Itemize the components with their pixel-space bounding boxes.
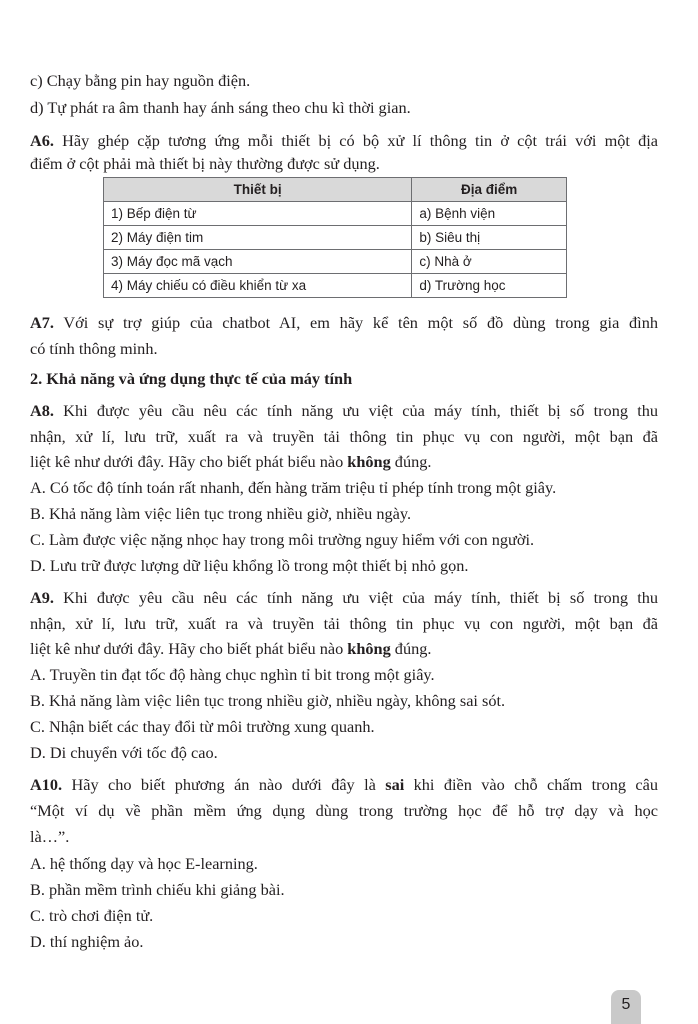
question-a7-label: A7. [30, 313, 54, 332]
question-a8-label: A8. [30, 401, 54, 420]
section-heading: 2. Khả năng và ứng dụng thực tế của máy tính [30, 369, 353, 388]
answer-option: C. Làm được việc nặng nhọc hay trong môi trường nguy hiểm với con người. [30, 530, 535, 549]
table-row [104, 202, 567, 226]
question-a6-line-2: điểm ở cột phải mà thiết bị này thường được sử dụng. [30, 154, 380, 173]
table-header-location: Địa điểm [412, 178, 567, 202]
question-a9-line-2: nhận, xử lí, lưu trữ, xuất ra và truyền tải thông tin phục vụ con người, một bạn đã [30, 614, 658, 633]
matching-table [103, 177, 567, 298]
question-a10-label: A10. [30, 775, 63, 794]
table-header-row [104, 178, 567, 202]
table-cell: 3) Máy đọc mã vạch [104, 250, 412, 274]
option-c-line: c) Chạy bằng pin hay nguồn điện. [30, 71, 251, 90]
answer-option: B. Khả năng làm việc liên tục trong nhiều giờ, nhiều ngày, không sai sót. [30, 691, 506, 710]
answer-option: D. thí nghiệm ảo. [30, 932, 144, 951]
question-a9-line-1: A9. Khi được yêu cầu nêu các tính năng ưu việt của máy tính, thiết bị số trong thu [30, 588, 658, 607]
emphasis-khong: không [347, 639, 391, 658]
question-a8-line-3: liệt kê như dưới đây. Hãy cho biết phát biểu nào không đúng. [30, 452, 432, 471]
table-cell: d) Trường học [412, 274, 567, 298]
answer-option: A. Có tốc độ tính toán rất nhanh, đến hàng trăm triệu tỉ phép tính trong một giây. [30, 478, 557, 497]
option-d-line: d) Tự phát ra âm thanh hay ánh sáng theo chu kì thời gian. [30, 98, 411, 117]
table-cell: 1) Bếp điện từ [104, 202, 412, 226]
answer-option: D. Di chuyển với tốc độ cao. [30, 743, 218, 762]
answer-option: A. hệ thống dạy và học E-learning. [30, 854, 258, 873]
table-row [104, 274, 567, 298]
answer-option: C. trò chơi điện tử. [30, 906, 154, 925]
answer-option: A. Truyền tin đạt tốc độ hàng chục nghìn tỉ bit trong một giây. [30, 665, 435, 684]
answer-option: B. phần mềm trình chiếu khi giảng bài. [30, 880, 285, 899]
question-a10-line-3: là…”. [30, 827, 70, 846]
question-a7-line-2: có tính thông minh. [30, 339, 158, 358]
table-row [104, 226, 567, 250]
emphasis-sai: sai [385, 775, 405, 794]
answer-option: B. Khả năng làm việc liên tục trong nhiều giờ, nhiều ngày. [30, 504, 412, 523]
answer-option: D. Lưu trữ được lượng dữ liệu khổng lồ trong một thiết bị nhỏ gọn. [30, 556, 469, 575]
question-a8-line-2: nhận, xử lí, lưu trữ, xuất ra và truyền tải thông tin phục vụ con người, một bạn đã [30, 427, 658, 446]
question-a10-line-2: “Một ví dụ về phần mềm ứng dụng dùng trong trường học để hỗ trợ dạy và học [30, 801, 658, 820]
question-a7-line-1: A7. Với sự trợ giúp của chatbot AI, em hãy kể tên một số đồ dùng trong gia đình [30, 313, 658, 332]
table-header-device: Thiết bị [104, 178, 412, 202]
question-a10-line-1: A10. Hãy cho biết phương án nào dưới đây là sai khi điền vào chỗ chấm trong câu [30, 775, 659, 794]
answer-option: C. Nhận biết các thay đổi từ môi trường xung quanh. [30, 717, 375, 736]
emphasis-khong: không [347, 452, 391, 471]
question-a6-label: A6. [30, 131, 54, 150]
table-row [104, 250, 567, 274]
table-cell: c) Nhà ở [412, 250, 567, 274]
table-cell: a) Bệnh viện [412, 202, 567, 226]
table-cell: b) Siêu thị [412, 226, 567, 250]
question-a6-line-1: A6. Hãy ghép cặp tương ứng mỗi thiết bị có bộ xử lí thông tin ở cột trái với một địa [30, 131, 658, 150]
question-a8-line-1: A8. Khi được yêu cầu nêu các tính năng ưu việt của máy tính, thiết bị số trong thu [30, 401, 658, 420]
table-cell: 4) Máy chiếu có điều khiển từ xa [104, 274, 412, 298]
question-a9-label: A9. [30, 588, 54, 607]
question-a9-line-3: liệt kê như dưới đây. Hãy cho biết phát biểu nào không đúng. [30, 639, 432, 658]
table-cell: 2) Máy điện tim [104, 226, 412, 250]
page-number: 5 [611, 990, 641, 1024]
